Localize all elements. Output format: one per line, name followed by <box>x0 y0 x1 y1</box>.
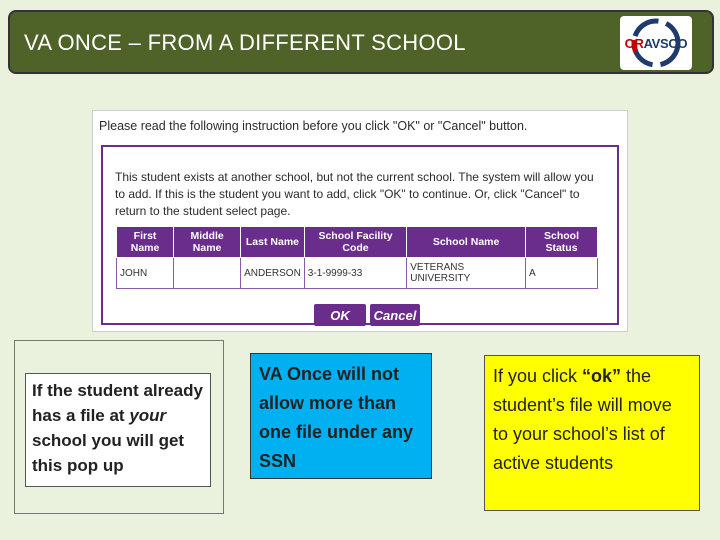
col-school-status: School Status <box>526 227 598 258</box>
popup-note-emphasis: your <box>129 406 167 425</box>
cell-school-name: VETERANS UNIVERSITY <box>407 258 526 289</box>
ok-button[interactable]: OK <box>314 304 366 326</box>
cell-school-status: A <box>526 258 598 289</box>
popup-note-panel <box>14 340 224 514</box>
col-middle-name: Middle Name <box>174 227 241 258</box>
cell-last-name: ANDERSON <box>241 258 305 289</box>
ok-note-part-2: the student’s file will move to your school’s list of active students <box>493 366 672 473</box>
col-first-name: First Name <box>117 227 174 258</box>
popup-note <box>25 373 211 487</box>
dialog-message: This student exists at another school, but not the current school. The system will allow you to add. If this is the student you want to add, click "OK" to continue. Or, click "Cancel" to return to the student select page. <box>115 170 594 218</box>
logo-or: OR <box>624 35 644 51</box>
col-last-name: Last Name <box>241 227 305 258</box>
cancel-button[interactable]: Cancel <box>370 304 420 326</box>
cell-middle-name <box>174 258 241 289</box>
title-bar <box>8 10 714 74</box>
col-school-name: School Name <box>407 227 526 258</box>
ok-note <box>484 355 700 511</box>
popup-dialog-screenshot <box>92 110 628 332</box>
ssn-note: VA Once will not allow more than one file under any SSN <box>250 353 432 479</box>
page-title: VA ONCE – FROM A DIFFERENT SCHOOL <box>24 30 466 55</box>
cell-first-name: JOHN <box>117 258 174 289</box>
logo-avsco: AVSCO <box>643 35 688 51</box>
col-facility-code: School Facility Code <box>304 227 406 258</box>
dialog-instruction: Please read the following instruction before you click "OK" or "Cancel" button. <box>99 119 528 133</box>
popup-note-part-1: If the student already has a file at <box>32 381 203 425</box>
logo-text <box>625 36 688 51</box>
table-header-row <box>117 227 598 258</box>
student-table <box>116 226 598 289</box>
ok-note-part-1: If you click <box>493 366 583 386</box>
table-row[interactable] <box>117 258 598 289</box>
popup-note-part-2: school you will get this pop up <box>32 431 185 475</box>
oravsco-logo <box>620 16 692 70</box>
cell-facility-code: 3-1-9999-33 <box>304 258 406 289</box>
ok-note-emphasis: “ok” <box>582 366 622 386</box>
